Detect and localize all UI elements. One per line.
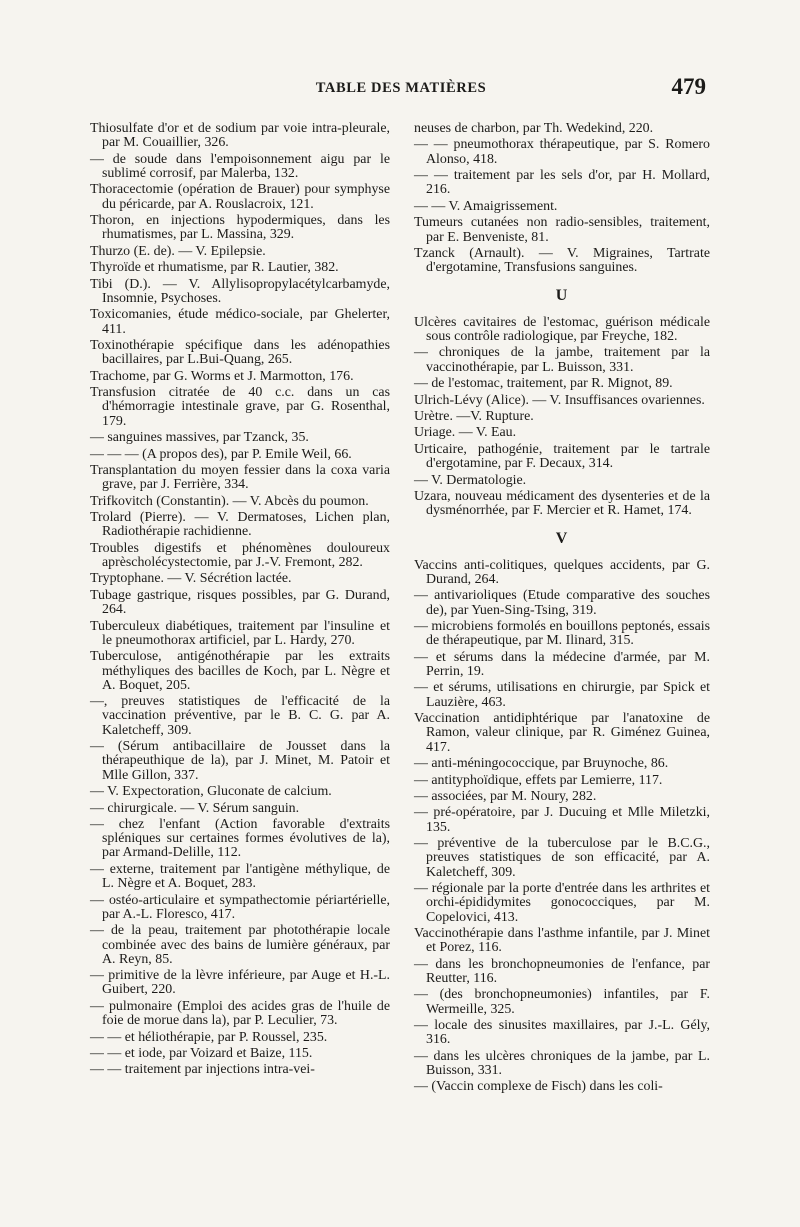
index-entry: Uzara, nouveau médicament des dysenteries et de la dysménorrhée, par F. Mercier et R. Hamet, 174. (414, 488, 710, 519)
index-entry: — dans les ulcères chroniques de la jambe, par L. Buisson, 331. (414, 1048, 710, 1078)
section-heading-u: U (555, 287, 569, 305)
index-entry: — (Sérum antibacillaire de Jousset dans la thérapeuthique de la), par J. Minet, M. Patoir et Mlle Gillon, 337. (90, 739, 390, 783)
index-entry: Trolard (Pierre). — V. Dermatoses, Lichen plan, Radiothérapie rachidienne. (90, 510, 390, 540)
index-entry: — — V. Amaigrissement. (414, 198, 558, 214)
index-entry: — pulmonaire (Emploi des acides gras de l'huile de foie de morue dans la), par P. Leculier, 73. (90, 998, 390, 1029)
index-entry: Tuberculeux diabétiques, traitement par l'insuline et le pneumothorax artificiel, par L. Hardy, 270. (90, 618, 390, 648)
index-entry: Thoron, en injections hypodermiques, dans les rhumatismes, par L. Massina, 329. (90, 213, 390, 243)
index-entry: — chroniques de la jambe, traitement par la vaccinothérapie, par L. Buisson, 331. (414, 345, 710, 375)
index-entry: — microbiens formolés en bouillons peptonés, essais de thérapeutique, par M. Ilinard, 315. (414, 619, 710, 649)
section-u-entries (414, 316, 710, 519)
running-title: TABLE DES MATIÈRES (315, 80, 487, 96)
index-entry: Ulrich-Lévy (Alice). — V. Insuffisances ovariennes. (414, 392, 705, 408)
index-entry: Thurzo (E. de). — V. Epilepsie. (90, 243, 266, 259)
index-entry: — et sérums dans la médecine d'armée, par M. Perrin, 19. (414, 649, 710, 679)
index-entry: — V. Expectoration, Gluconate de calcium. (90, 784, 332, 800)
index-entry: — — et iode, par Voizard et Baize, 115. (90, 1046, 313, 1061)
left-column (90, 122, 390, 1080)
index-entry: — antityphoïdique, effets par Lemierre, 117. (414, 772, 663, 788)
index-entry: — de l'estomac, traitement, par R. Mignot, 89. (414, 376, 673, 392)
section-heading-v: V (555, 530, 569, 548)
index-entry: — primitive de la lèvre inférieure, par Auge et H.-L. Guibert, 220. (90, 968, 390, 998)
index-entry: — pré-opératoire, par J. Ducuing et Mlle Miletzki, 135. (414, 805, 710, 835)
index-entry: — externe, traitement par l'antigène méthylique, de L. Nègre et A. Boquet, 283. (90, 861, 390, 892)
index-entry: neuses de charbon, par Th. Wedekind, 220. (414, 121, 654, 136)
index-entry: Thoracectomie (opération de Brauer) pour symphyse du péricarde, par A. Rouslacroix, 121. (90, 182, 390, 212)
index-entry: Vaccination antidiphtérique par l'anatoxine de Ramon, valeur clinique, par R. Giménez Guinea, 417. (414, 711, 710, 755)
index-entry: — (Vaccin complexe de Fisch) dans les coli- (414, 1079, 663, 1095)
index-entry: — préventive de la tuberculose par le B.C.G., preuves statistiques de son efficacité, par A. Kaletcheff, 309. (414, 836, 710, 880)
index-entry: Toxicomanies, étude médico-sociale, par Ghelerter, 411. (90, 307, 390, 337)
index-entry: Vaccinothérapie dans l'asthme infantile, par J. Minet et Porez, 116. (414, 925, 710, 956)
index-entry: — (des bronchopneumonies) infantiles, par F. Wermeille, 325. (414, 987, 710, 1017)
index-entry: Trachome, par G. Worms et J. Marmotton, 176. (90, 368, 354, 384)
index-entry: — — et héliothérapie, par P. Roussel, 235. (90, 1029, 328, 1045)
index-entry: — — traitement par injections intra-vei- (90, 1062, 315, 1078)
index-entry: Urticaire, pathogénie, traitement par le tartrale d'ergotamine, par F. Decaux, 314. (414, 441, 710, 472)
index-entry: Tubage gastrique, risques possibles, par G. Durand, 264. (90, 587, 390, 618)
index-entry: — — — (A propos des), par P. Emile Weil, 66. (90, 446, 352, 462)
index-entry: Ulcères cavitaires de l'estomac, guérison médicale sous contrôle radiologique, par Freyche, 182. (414, 314, 710, 344)
index-entry: Uriage. — V. Eau. (414, 425, 517, 441)
index-entry: — V. Dermatologie. (414, 472, 527, 488)
page-header (96, 76, 706, 106)
index-entry: Vaccins anti-colitiques, quelques accidents, par G. Durand, 264. (414, 557, 710, 587)
index-entry: — anti-méningococcique, par Bruynoche, 86. (414, 756, 669, 772)
page-number: 479 (671, 74, 706, 99)
index-entry: — de la peau, traitement par photothérapie locale combinée avec des bains de lumière généraux, par A. Reyn, 85. (90, 923, 390, 967)
index-entry: — associées, par M. Noury, 282. (414, 788, 597, 804)
index-entry: — chirurgicale. — V. Sérum sanguin. (90, 800, 300, 816)
index-entry: Transfusion citratée de 40 c.c. dans un cas d'hémorragie intestinale grave, par G. Rosenthal, 179. (90, 385, 390, 429)
index-entry: — ostéo-articulaire et sympathectomie périartérielle, par A.-L. Floresco, 417. (90, 892, 390, 922)
index-entry: Toxinothérapie spécifique dans les adénopathies bacillaires, par L.Bui-Quang, 265. (90, 338, 390, 368)
index-entry: — locale des sinusites maxillaires, par J.-L. Gély, 316. (414, 1018, 710, 1048)
index-entry: — dans les bronchopneumonies de l'enfance, par Reutter, 116. (414, 956, 710, 986)
index-entry: — de soude dans l'empoisonnement aigu par le sublimé corrosif, par Malerba, 132. (90, 151, 390, 181)
index-entry: Urètre. —V. Rupture. (414, 408, 534, 424)
index-entry: Tumeurs cutanées non radio-sensibles, traitement, par E. Benveniste, 81. (414, 215, 710, 245)
index-entry: Tryptophane. — V. Sécrétion lactée. (90, 571, 292, 587)
index-entry: — régionale par la porte d'entrée dans les arthrites et orchi-épididymites gonococciques, par M. Copelovici, 413. (414, 881, 710, 925)
index-entry: Trifkovitch (Constantin). — V. Abcès du poumon. (90, 493, 369, 509)
index-entry: Thyroïde et rhumatisme, par R. Lautier, 382. (90, 260, 339, 276)
index-entry: — sanguines massives, par Tzanck, 35. (90, 430, 309, 446)
section-v-entries (414, 559, 710, 1095)
index-entry: — chez l'enfant (Action favorable d'extraits spléniques sur certaines formes évolutives de la), par Armand-Delille, 112. (90, 816, 390, 861)
index-entry: — — pneumothorax thérapeutique, par S. Romero Alonso, 418. (414, 137, 710, 167)
index-entry: Tzanck (Arnault). — V. Migraines, Tartrate d'ergotamine, Transfusions sanguines. (414, 245, 710, 276)
index-entry: Tuberculose, antigénothérapie par les extraits méthyliques des bacilles de Koch, par L. Nègre et A. Boquet, 205. (90, 649, 390, 693)
index-entry: Thiosulfate d'or et de sodium par voie intra-pleurale, par M. Couaillier, 326. (90, 121, 390, 151)
index-entry: Tibi (D.). — V. Allylisopropylacétylcarbamyde, Insomnie, Psychoses. (90, 276, 390, 306)
index-entry: — antivarioliques (Etude comparative des souches de), par Yuen-Sing-Tsing, 319. (414, 588, 710, 618)
index-entry: — et sérums, utilisations en chirurgie, par Spick et Lauzière, 463. (414, 680, 710, 710)
index-entry: —, preuves statistiques de l'efficacité de la vaccination préventive, par le B. C. G. par A. Kaletcheff, 309. (90, 694, 390, 738)
index-entry: — — traitement par les sels d'or, par H. Mollard, 216. (414, 168, 710, 198)
index-entry: Transplantation du moyen fessier dans la coxa varia grave, par J. Ferrière, 334. (90, 462, 390, 493)
right-column (414, 122, 710, 1097)
index-entry: Troubles digestifs et phénomènes douloureux aprèscholécystectomie, par J.-V. Fremont, 282. (90, 540, 390, 570)
section-t-continued (414, 122, 710, 275)
